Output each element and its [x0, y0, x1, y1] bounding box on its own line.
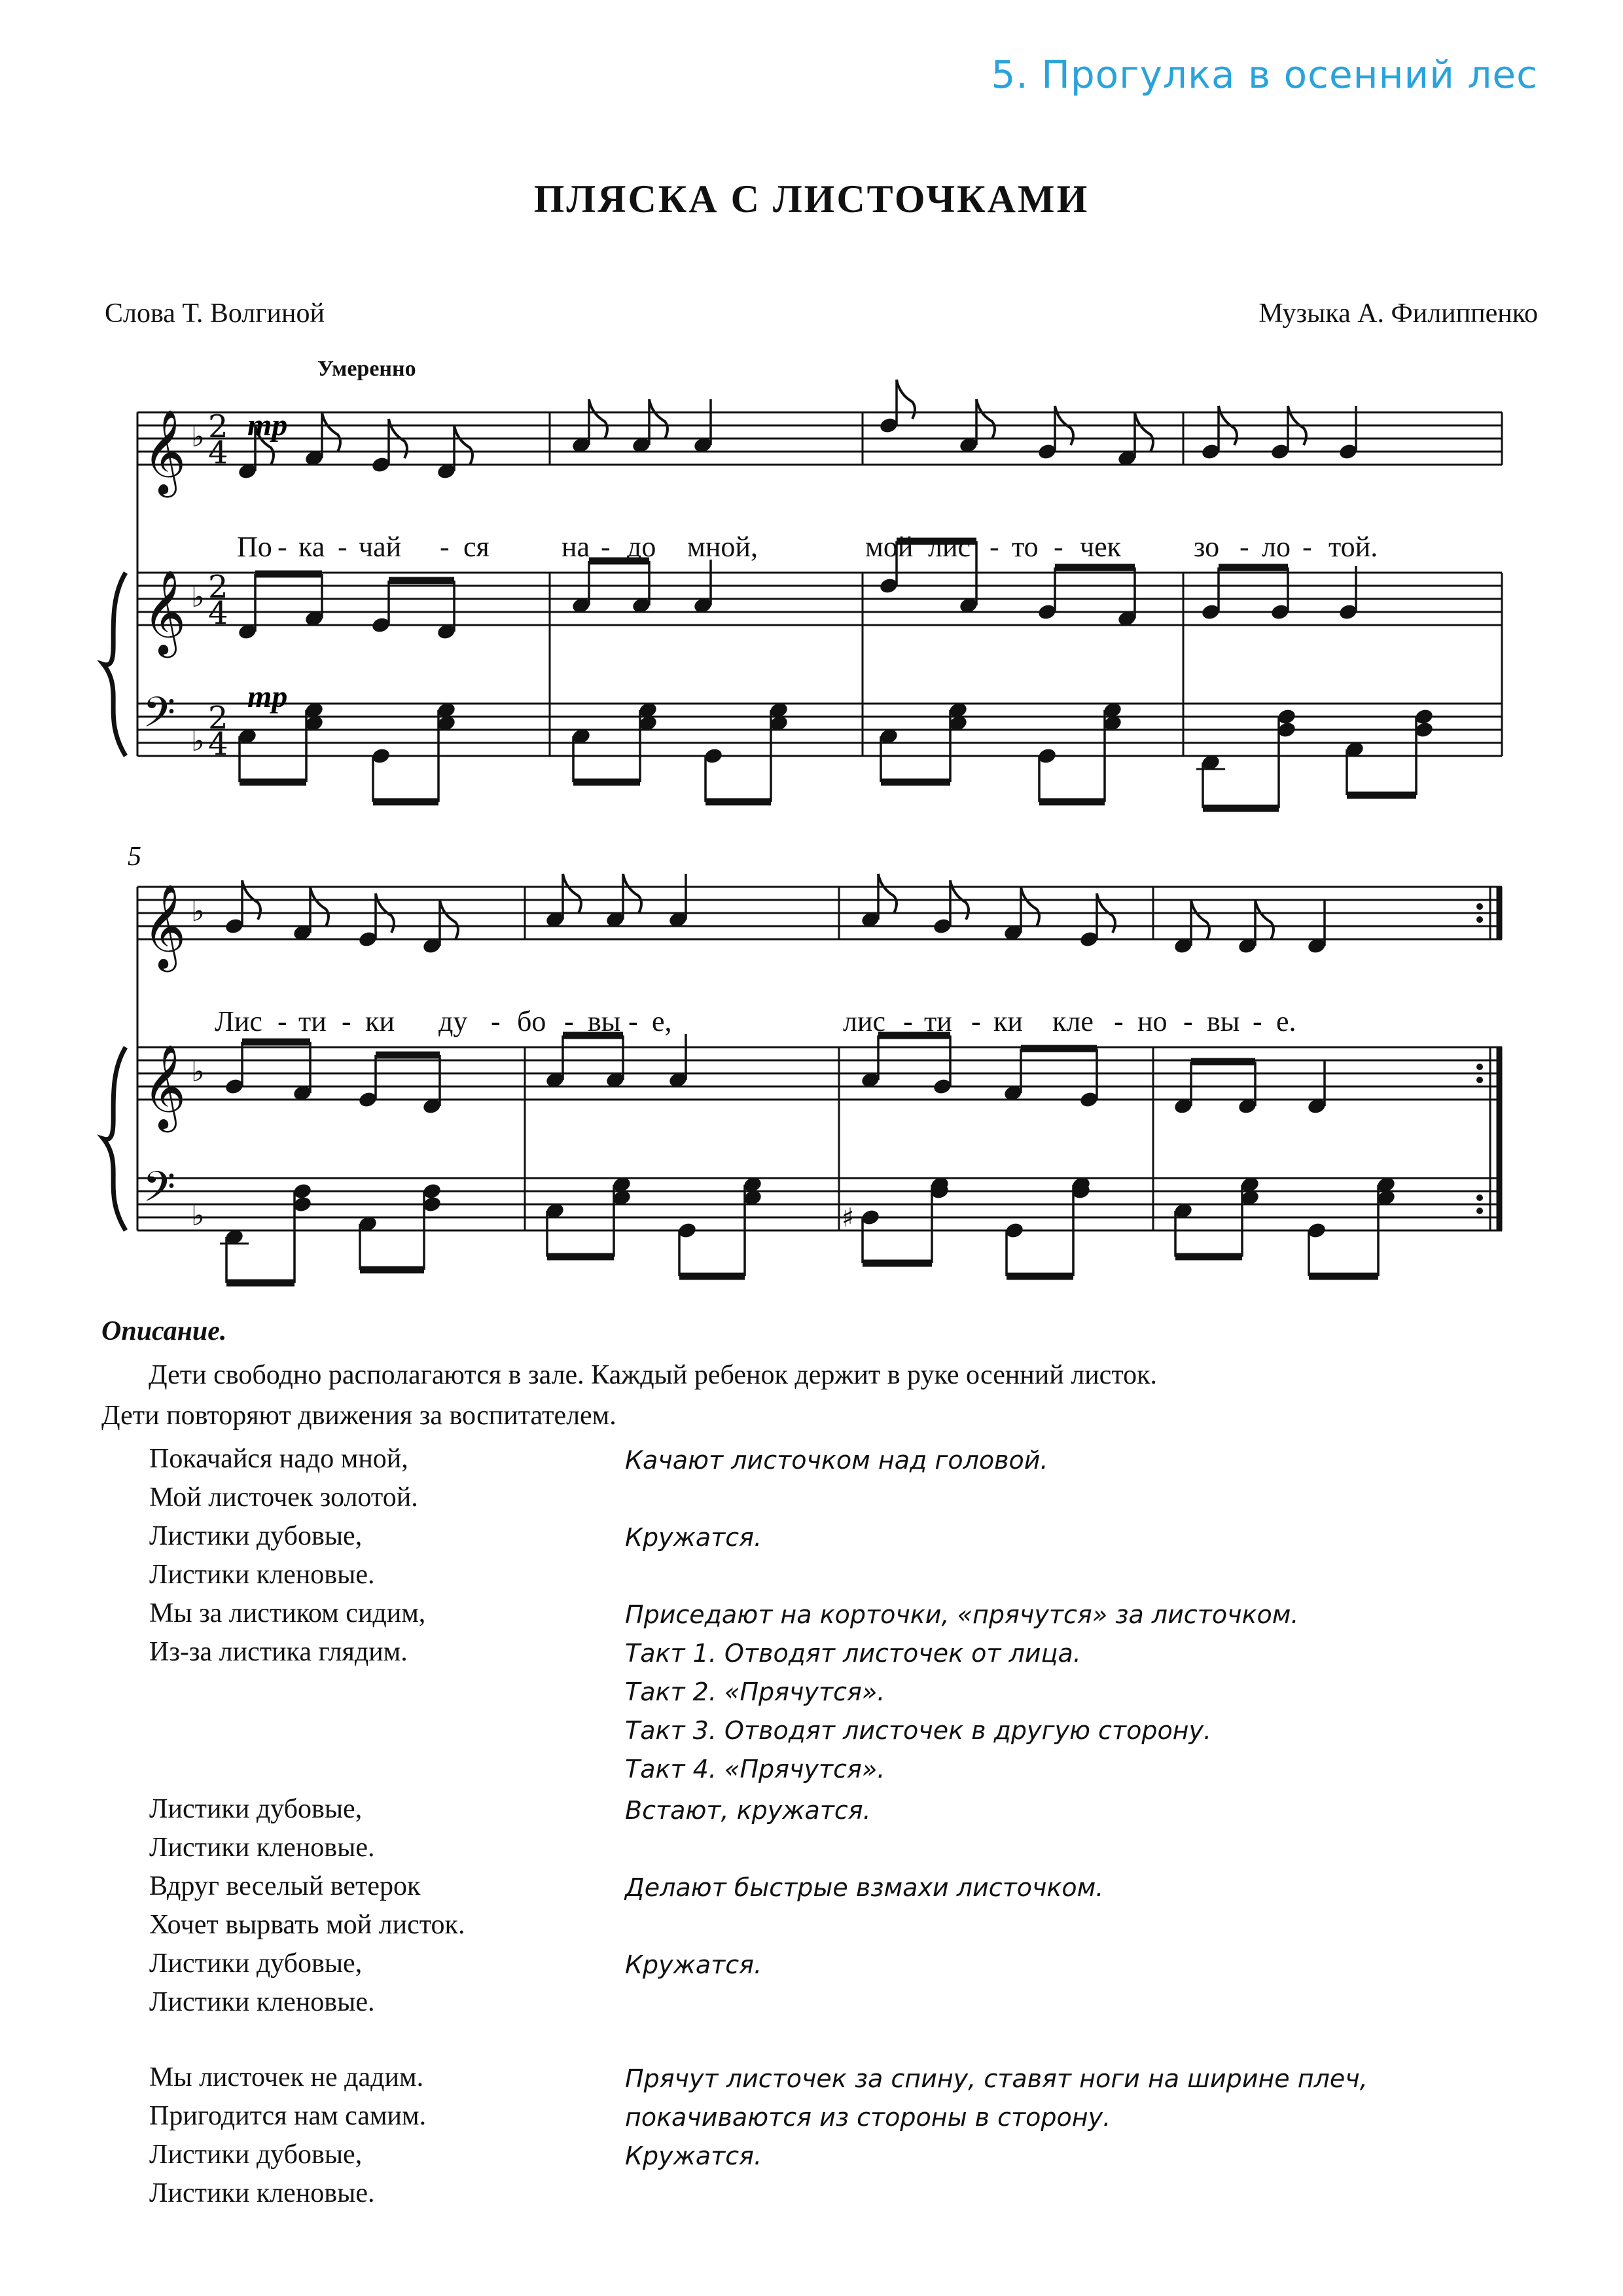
- verse-line: Мы за листиком сидим,: [149, 1598, 426, 1628]
- lyric-syllable: чек: [1080, 531, 1122, 563]
- lyric-syllable: ка: [298, 531, 325, 563]
- time-signature-top: 2: [208, 700, 228, 736]
- action-line: [625, 1480, 1298, 1518]
- lyric-syllable: мой: [865, 531, 914, 563]
- action-line: покачиваются из стороны в сторону.: [625, 2103, 1111, 2132]
- lyric-syllable: лис: [843, 1005, 886, 1037]
- song-title: ПЛЯСКА С ЛИСТОЧКАМИ: [533, 177, 1090, 221]
- lyric-syllable: е,: [652, 1005, 672, 1037]
- verse-line: Листики дубовые,: [149, 2140, 363, 2170]
- measure-number: 5: [128, 842, 141, 872]
- dynamic-marking-bass: mp: [247, 679, 288, 714]
- repeat-dot: [1476, 1194, 1483, 1201]
- action-line: Такт 3. Отводят листочек в другую сторону.: [625, 1716, 1212, 1745]
- verse-line: Листики кленовые.: [149, 1987, 375, 2017]
- note-flag: [1135, 412, 1153, 452]
- lyric-syllable: зо: [1194, 531, 1220, 563]
- flat-sign-icon: ♭: [191, 1199, 205, 1232]
- verse-line: Листики дубовые,: [149, 1794, 363, 1824]
- tempo-marking: Умеренно: [317, 357, 416, 381]
- repeat-dot: [1476, 1064, 1483, 1070]
- actions-block-3: [625, 2060, 1368, 2214]
- time-signature-bottom: 4: [208, 726, 228, 762]
- lyric-syllable: -: [1183, 1005, 1193, 1037]
- action-line: Такт 2. «Прячутся».: [625, 1677, 885, 1706]
- note-flag: [649, 399, 668, 439]
- note-flag: [589, 399, 607, 439]
- actions-block-2: [625, 1791, 1103, 2023]
- flat-sign-icon: ♭: [191, 725, 205, 758]
- verse-line: Хочет вырвать мой листок.: [149, 1910, 465, 1940]
- lyric-syllable: -: [990, 531, 999, 563]
- lyric-syllable: -: [1240, 531, 1249, 563]
- lyric-syllable: е.: [1276, 1005, 1296, 1037]
- intro-line-1: Дети свободно располагаются в зале. Каждый ребенок держит в руке осенний листок.: [149, 1360, 1158, 1390]
- note-flag: [322, 412, 340, 452]
- action-line: Прячут листочек за спину, ставят ноги на ширине плеч,: [625, 2064, 1368, 2093]
- lyric-syllable: -: [440, 531, 450, 563]
- treble-clef-icon: 𝄞: [143, 1044, 187, 1129]
- verse-line: Листики кленовые.: [149, 1833, 375, 1863]
- verse-line: Листики дубовые,: [149, 1521, 363, 1551]
- flat-sign-icon: ♭: [191, 1055, 205, 1088]
- verse-block-1: [149, 1440, 425, 1672]
- lyric-syllable: вы: [1207, 1005, 1240, 1037]
- lyric-syllable: но: [1137, 1005, 1168, 1037]
- bass-clef-icon: 𝄢: [143, 689, 176, 747]
- lyric-syllable: -: [277, 531, 287, 563]
- flat-sign-icon: ♭: [191, 420, 205, 454]
- lyric-syllable: -: [1114, 1005, 1124, 1037]
- lyric-syllable: на: [562, 531, 590, 563]
- action-line: Такт 1. Отводят листочек от лица.: [625, 1639, 1081, 1668]
- lyric-syllable: чай: [359, 531, 402, 563]
- lyric-syllable: бо: [517, 1005, 546, 1037]
- verse-line: Листики дубовые,: [149, 1948, 363, 1979]
- verse-line: Мой листочек золотой.: [149, 1482, 418, 1513]
- note-flag: [440, 900, 458, 939]
- verse-line: Листики кленовые.: [149, 2178, 375, 2208]
- lyric-syllable: той.: [1329, 531, 1378, 563]
- lyric-syllable: мной,: [687, 531, 758, 563]
- repeat-dot: [1476, 903, 1483, 910]
- lyric-syllable: -: [338, 531, 348, 563]
- action-line: [625, 1557, 1298, 1596]
- lyric-syllable: кле: [1052, 1005, 1094, 1037]
- lyric-syllable: ти: [924, 1005, 952, 1037]
- verse-line: Листики кленовые.: [149, 1560, 375, 1590]
- lyric-syllable: то: [1012, 531, 1039, 563]
- lyric-syllable: ки: [993, 1005, 1023, 1037]
- chapter-title: 5. Прогулка в осенний лес: [991, 52, 1538, 97]
- verse-line: Из-за листика глядим.: [149, 1637, 408, 1667]
- note-flag: [310, 887, 329, 926]
- time-signature-bottom: 4: [208, 435, 228, 471]
- lyric-syllable: вы: [588, 1005, 621, 1037]
- dynamic-marking-voice: mp: [247, 408, 288, 442]
- note-flag: [563, 874, 581, 913]
- verse-line: Покачайся надо мной,: [149, 1444, 408, 1474]
- lyric-syllable: ся: [463, 531, 490, 563]
- action-line: [625, 1830, 1103, 1869]
- flat-sign-icon: ♭: [191, 895, 205, 928]
- lyric-syllable: лис: [928, 531, 971, 563]
- verse-line: Пригодится нам самим.: [149, 2101, 427, 2131]
- description-heading: Описание.: [101, 1316, 227, 1346]
- note-flag: [976, 399, 995, 439]
- verse-line: Мы листочек не дадим.: [149, 2062, 424, 2092]
- piano-brace: [103, 1047, 126, 1230]
- treble-clef-icon: 𝄞: [143, 569, 187, 655]
- lyric-syllable: до: [627, 531, 656, 563]
- lyric-syllable: -: [971, 1005, 981, 1037]
- action-line: [625, 1907, 1103, 1946]
- verse-block-2: [149, 1790, 465, 2022]
- lyric-syllable: ки: [365, 1005, 395, 1037]
- lyric-syllable: -: [601, 531, 611, 563]
- action-line: [625, 1984, 1103, 2023]
- lyric-syllable: ло: [1262, 531, 1291, 563]
- note-flag: [1021, 887, 1039, 926]
- lyric-syllable: -: [1054, 531, 1063, 563]
- time-signature-top: 2: [208, 569, 228, 605]
- actions-block-1: [625, 1441, 1298, 1789]
- lyric-syllable: -: [342, 1005, 351, 1037]
- intro-line-2: Дети повторяют движения за воспитателем.: [101, 1401, 616, 1431]
- note-flag: [623, 874, 641, 913]
- lyric-syllable: Лис: [215, 1005, 262, 1037]
- action-line: Делают быстрые взмахи листочком.: [625, 1873, 1104, 1902]
- action-line: Кружатся.: [625, 1523, 762, 1552]
- verse-line: Вдруг веселый ветерок: [149, 1871, 421, 1901]
- repeat-dot: [1476, 1208, 1483, 1214]
- note-flag: [1191, 900, 1209, 939]
- note-flag: [1255, 900, 1274, 939]
- sharp-sign-icon: ♯: [842, 1203, 855, 1233]
- action-line: Кружатся.: [625, 2142, 762, 2170]
- action-line: Встают, кружатся.: [625, 1796, 871, 1825]
- lyric-syllable: -: [564, 1005, 574, 1037]
- lyric-syllable: По: [237, 531, 272, 563]
- time-signature-top: 2: [208, 408, 228, 445]
- verse-block-3: [149, 2058, 426, 2213]
- lyric-syllable: ти: [298, 1005, 327, 1037]
- repeat-dot: [1476, 1077, 1483, 1083]
- lyric-syllable: -: [628, 1005, 638, 1037]
- lyric-syllable: -: [491, 1005, 501, 1037]
- lyric-syllable: -: [1302, 531, 1312, 563]
- action-line: Приседают на корточки, «прячутся» за листочком.: [625, 1600, 1299, 1629]
- lyric-syllable: -: [1253, 1005, 1262, 1037]
- action-line: Качают листочком над головой.: [625, 1446, 1048, 1475]
- treble-clef-icon: 𝄞: [143, 884, 187, 969]
- repeat-dot: [1476, 916, 1483, 923]
- action-line: Такт 4. «Прячутся».: [625, 1755, 885, 1784]
- treble-clef-icon: 𝄞: [143, 409, 187, 494]
- action-line: [625, 2176, 1368, 2214]
- description-intro: [101, 1355, 1541, 1436]
- piano-brace: [103, 573, 126, 756]
- lyricist-credit: Слова Т. Волгиной: [105, 298, 325, 329]
- lyric-syllable: -: [277, 1005, 287, 1037]
- note-flag: [878, 874, 897, 913]
- time-signature-bottom: 4: [208, 595, 228, 632]
- lyric-syllable: -: [903, 1005, 913, 1037]
- lyric-syllable: ду: [438, 1005, 468, 1037]
- composer-credit: Музыка А. Филиппенко: [1258, 298, 1538, 329]
- note-flag: [454, 425, 473, 465]
- action-line: Кружатся.: [625, 1950, 762, 1979]
- bass-clef-icon: 𝄢: [143, 1163, 176, 1222]
- flat-sign-icon: ♭: [191, 581, 205, 614]
